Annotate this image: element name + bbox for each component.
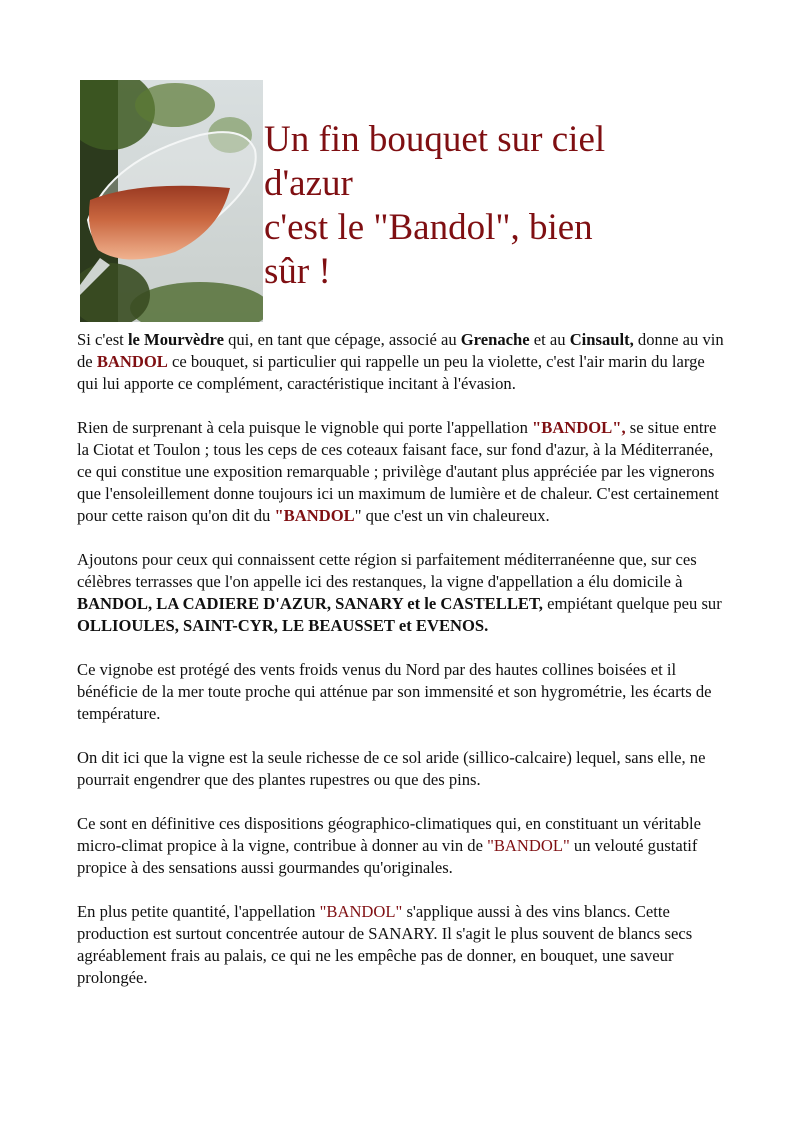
paragraph-microclimate xyxy=(77,813,727,879)
text-run: se situe entre la Ciotat et Toulon ; tous les ceps de ces coteaux faisant face, sur fond d'azur, à la Méditerranée, ce qui constitue une exposition remarquable ; privilège d'autant plus appréciée par les vignerons que l'ensoleillement donne toujours ici un maximum de lumière et de chaleur. C'est certainement pour cette raison qu'on dit du xyxy=(77,418,719,525)
text-run: Rien de surprenant à cela puisque le vignoble qui porte l'appellation xyxy=(77,418,533,437)
text-run: En plus petite quantité, l'appellation xyxy=(77,902,320,921)
paragraph-white-wines xyxy=(77,901,727,989)
text-run: " que c'est un vin chaleureux. xyxy=(354,506,550,525)
emphasis-text: "BANDOL xyxy=(274,506,355,525)
wine-glass-image xyxy=(80,80,263,322)
text-run: Ajoutons pour ceux qui connaissent cette région si parfaitement méditerranéenne que, sur ces célèbres terrasses que l'on appelle ici des restanques, la vigne d'appellation a élu domicile à xyxy=(77,550,697,591)
title-line: Un fin bouquet sur ciel xyxy=(264,119,606,160)
emphasis-text: BANDOL, LA CADIERE D'AZUR, SANARY et le CASTELLET, xyxy=(77,594,543,613)
emphasis-text: Cinsault, xyxy=(569,330,634,349)
article-header xyxy=(80,80,720,322)
emphasis-text: "BANDOL" xyxy=(487,836,570,855)
emphasis-text: "BANDOL" xyxy=(319,902,403,921)
text-run: qui, en tant que cépage, associé au xyxy=(223,330,461,349)
text-run: Ce sont en définitive ces dispositions géographico-climatiques qui, en constituant un véritable micro-climat propice à la vigne, contribue à donner au vin de xyxy=(77,814,701,855)
text-run: empiétant quelque peu sur xyxy=(542,594,722,613)
emphasis-text: Grenache xyxy=(460,330,530,349)
emphasis-text: BANDOL xyxy=(96,352,168,371)
text-run: ce bouquet, si particulier qui rappelle un peu la violette, c'est l'air marin du large qui lui apporte ce complément, caractéristique incitant à l'évasion. xyxy=(77,352,705,393)
text-run: un velouté gustatif propice à des sensations aussi gourmandes qu'originales. xyxy=(77,836,698,877)
wine-glass-photo xyxy=(80,80,263,322)
title-line: c'est le "Bandol", bien xyxy=(264,207,593,248)
title-line: sûr ! xyxy=(264,251,331,292)
title-line: d'azur xyxy=(264,163,353,204)
emphasis-text: OLLIOULES, SAINT-CYR, LE BEAUSSET et EVENOS. xyxy=(77,616,489,635)
article-body xyxy=(77,329,727,1011)
text-run: Ce vignobe est protégé des vents froids venus du Nord par des hautes collines boisées et il bénéficie de la mer toute proche qui atténue par son immensité et son hygrométrie, les écarts de température. xyxy=(77,660,712,723)
paragraph-climate xyxy=(77,659,727,725)
emphasis-text: "BANDOL", xyxy=(532,418,626,437)
paragraph-location xyxy=(77,417,727,527)
emphasis-text: le Mourvèdre xyxy=(127,330,224,349)
text-run: Si c'est xyxy=(77,330,128,349)
text-run: et au xyxy=(529,330,570,349)
paragraph-soil xyxy=(77,747,727,791)
text-run: On dit ici que la vigne est la seule richesse de ce sol aride (sillico-calcaire) lequel, sans elle, ne pourrait engendrer que des plantes rupestres ou que des pins. xyxy=(77,748,706,789)
text-run: donne au vin de xyxy=(77,330,724,371)
text-run: s'applique aussi à des vins blancs. Cette production est surtout concentrée autour de SANARY. Il s'agit le plus souvent de blancs secs agréablement frais au palais, ce qui ne les empêche pas de donner, en bouquet, une saveur prolongée. xyxy=(77,902,693,987)
paragraph-grapes xyxy=(77,329,727,395)
page-title xyxy=(264,118,724,294)
paragraph-villages xyxy=(77,549,727,637)
